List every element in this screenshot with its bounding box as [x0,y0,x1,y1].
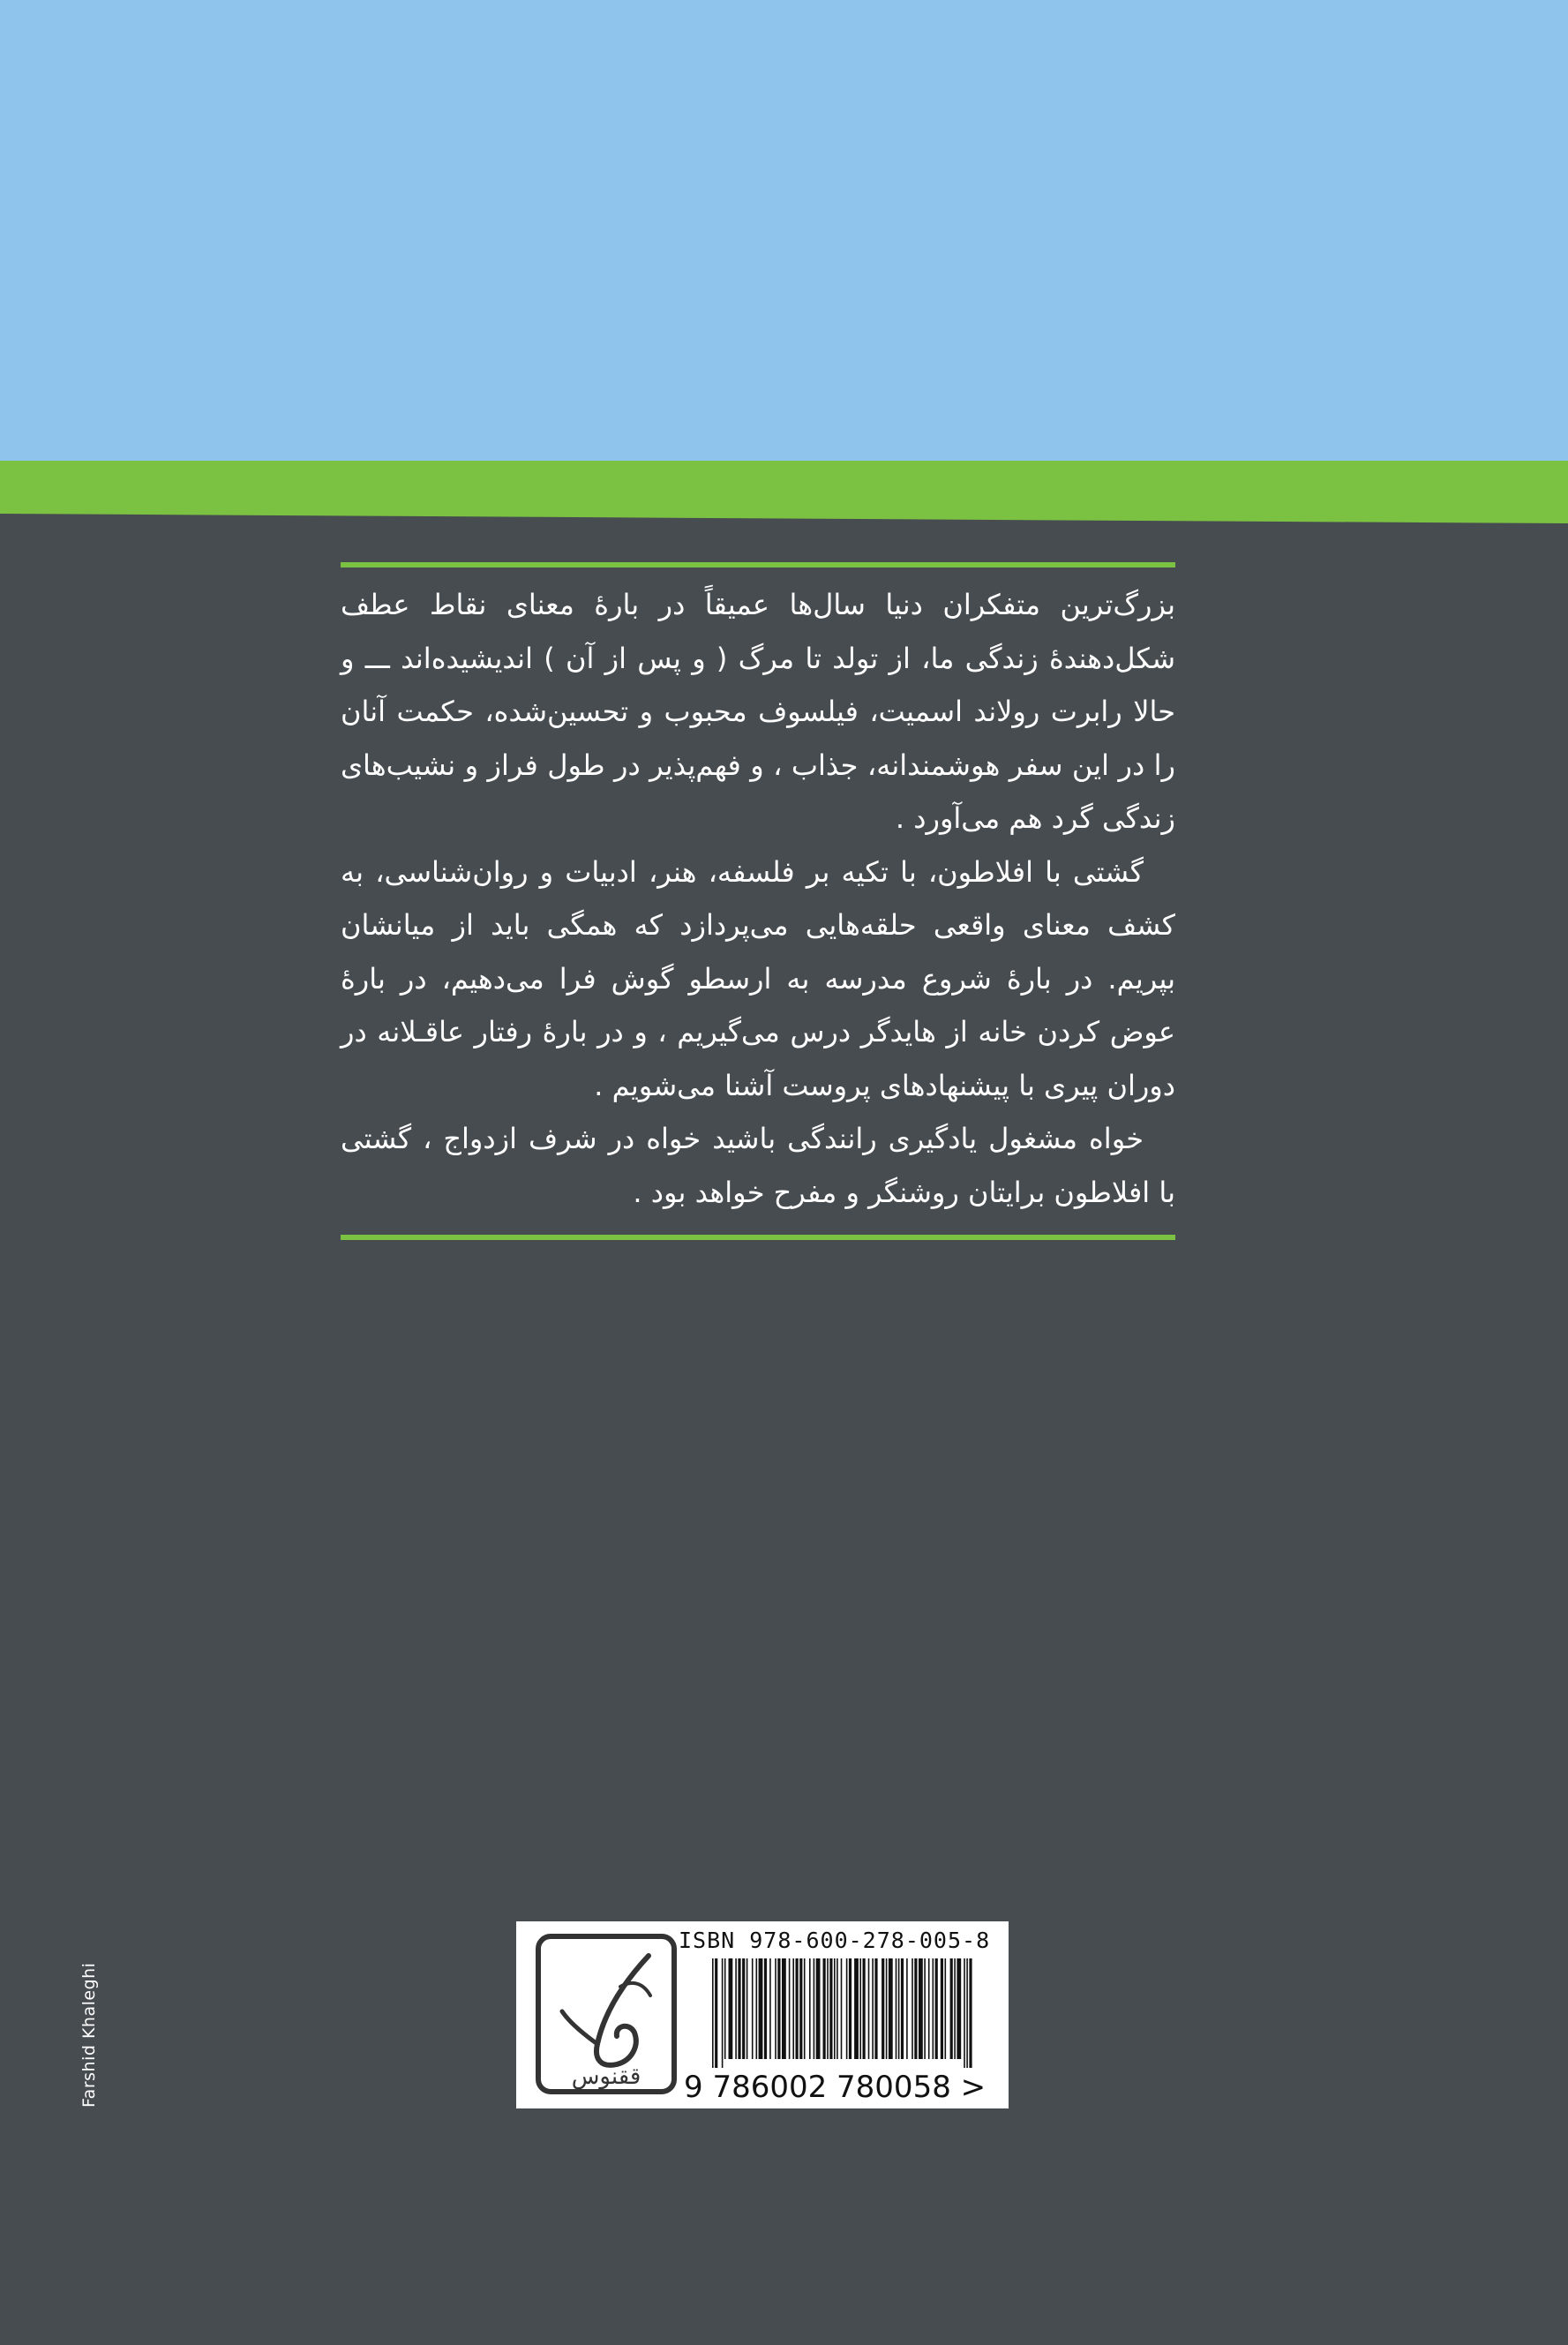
blurb-paragraph-1: بزرگ‌ترین متفکران دنیا سال‌ها عمیقاً در بارهٔ معنای نقاط عطف شکل‌دهندهٔ زندگی ما، از تولد تا مرگ ( و پس از آن ) اندیشیده‌اند ـــ و حالا رابرت رولاند اسمیت، فیلسوف محبوب و تحسین‌شده، حکمت آنان را در این سفر هوشمندانه، جذاب ، و فهم‌پذیر در طول فراز و نشیب‌های زندگی گرد هم می‌آورد . [341,588,1175,835]
barcode-bar [814,1958,815,2059]
barcode-bar [827,1958,829,2059]
barcode-bar [849,1958,852,2059]
barcode-bar [837,1958,838,2059]
barcode-bar [906,1958,908,2059]
barcode-bar [950,1958,953,2059]
barcode-bar [722,1958,724,2068]
barcode-bar [896,1958,897,2059]
barcode-bar [901,1958,904,2059]
barcode-digits: 9 786002 780058 > [684,2070,987,2105]
barcode-bar [729,1958,733,2059]
green-band [0,0,1568,530]
barcode-bar [954,1958,956,2059]
barcode-bar [924,1958,926,2059]
barcode-bar [919,1958,923,2059]
barcode-box [516,1921,1009,2108]
barcode-bar [889,1958,893,2059]
barcode-bar [829,1958,832,2059]
barcode-bar [823,1958,826,2059]
barcode-bar [898,1958,900,2059]
barcode-bar [868,1958,870,2059]
barcode-bar [816,1958,821,2059]
barcode-bar [759,1958,763,2059]
barcode-bar [804,1958,806,2059]
barcode-bar [715,1958,717,2068]
barcode-bar [859,1958,861,2059]
barcode-bar [752,1958,754,2059]
barcode-bar [854,1958,859,2059]
bottom-rule [341,1235,1175,1240]
top-rule [341,562,1175,567]
barcode-bar [738,1958,740,2059]
barcode-bar [945,1958,947,2059]
barcode-bar [809,1958,811,2059]
barcode-bar [742,1958,745,2059]
barcode-bar [886,1958,888,2059]
barcode-bar [756,1958,758,2059]
barcode-bar [874,1958,877,2059]
barcode-bar [775,1958,776,2059]
blurb-paragraph-3: خواه مشغول یادگیری رانندگی باشید خواه در شرف ازدواج ، گشتی با افلاطون برایتان روشنگر و مفرح خواهد بود . [341,1122,1175,1209]
barcode-bar [933,1958,934,2059]
barcode-bar [834,1958,836,2059]
barcode-bar [746,1958,748,2059]
barcode-bar [914,1958,917,2059]
barcode-bar [941,1958,943,2059]
barcode-bar [863,1958,866,2059]
barcode-bar [735,1958,737,2059]
barcode-bar [712,1958,714,2068]
barcode-bar [841,1958,843,2059]
barcode-bar [799,1958,802,2059]
blurb-paragraph-2: گشتی با افلاطون، با تکیه بر فلسفه، هنر، ادبیات و روان‌شناسی، به کشف معنای واقعی حلقه‌هایی می‌پردازد که همگی باید از میانشان بپریم. در بارهٔ شروع مدرسه به ارسطو گوش فرا می‌دهیم، در بارهٔ عوض کردن خانه از هایدگر درس می‌گیریم ، و در بارهٔ رفتار عاقـلانه در دوران پیری با پیشنهادهای پروست آشنا می‌شویم . [341,854,1175,1102]
barcode-bar [789,1958,791,2059]
blurb-section [341,562,1175,1240]
barcode-bar [912,1958,913,2059]
barcode-bar [846,1958,848,2059]
barcode-bar [792,1958,794,2059]
barcode-bar [966,1958,968,2068]
barcode-bar [764,1958,767,2059]
barcode [710,1958,975,2070]
barcode-bar [964,1958,965,2068]
publisher-logo [536,1934,677,2094]
barcode-bar [796,1958,799,2059]
barcode-bar [957,1958,961,2059]
barcode-bar [882,1958,884,2059]
barcode-bar [935,1958,938,2059]
publisher-logo-text: ققنوس [571,2063,641,2090]
barcode-bar [969,1958,972,2068]
barcode-bar [769,1958,771,2059]
barcode-bar [777,1958,780,2059]
barcode-bar [928,1958,930,2059]
isbn-label: ISBN 978-600-278-005-8 [679,1928,991,1953]
barcode-bar [724,1958,726,2059]
barcode-bar [782,1958,786,2059]
designer-credit: Farshid Khaleghi [79,1962,99,2108]
barcode-bar [872,1958,874,2059]
